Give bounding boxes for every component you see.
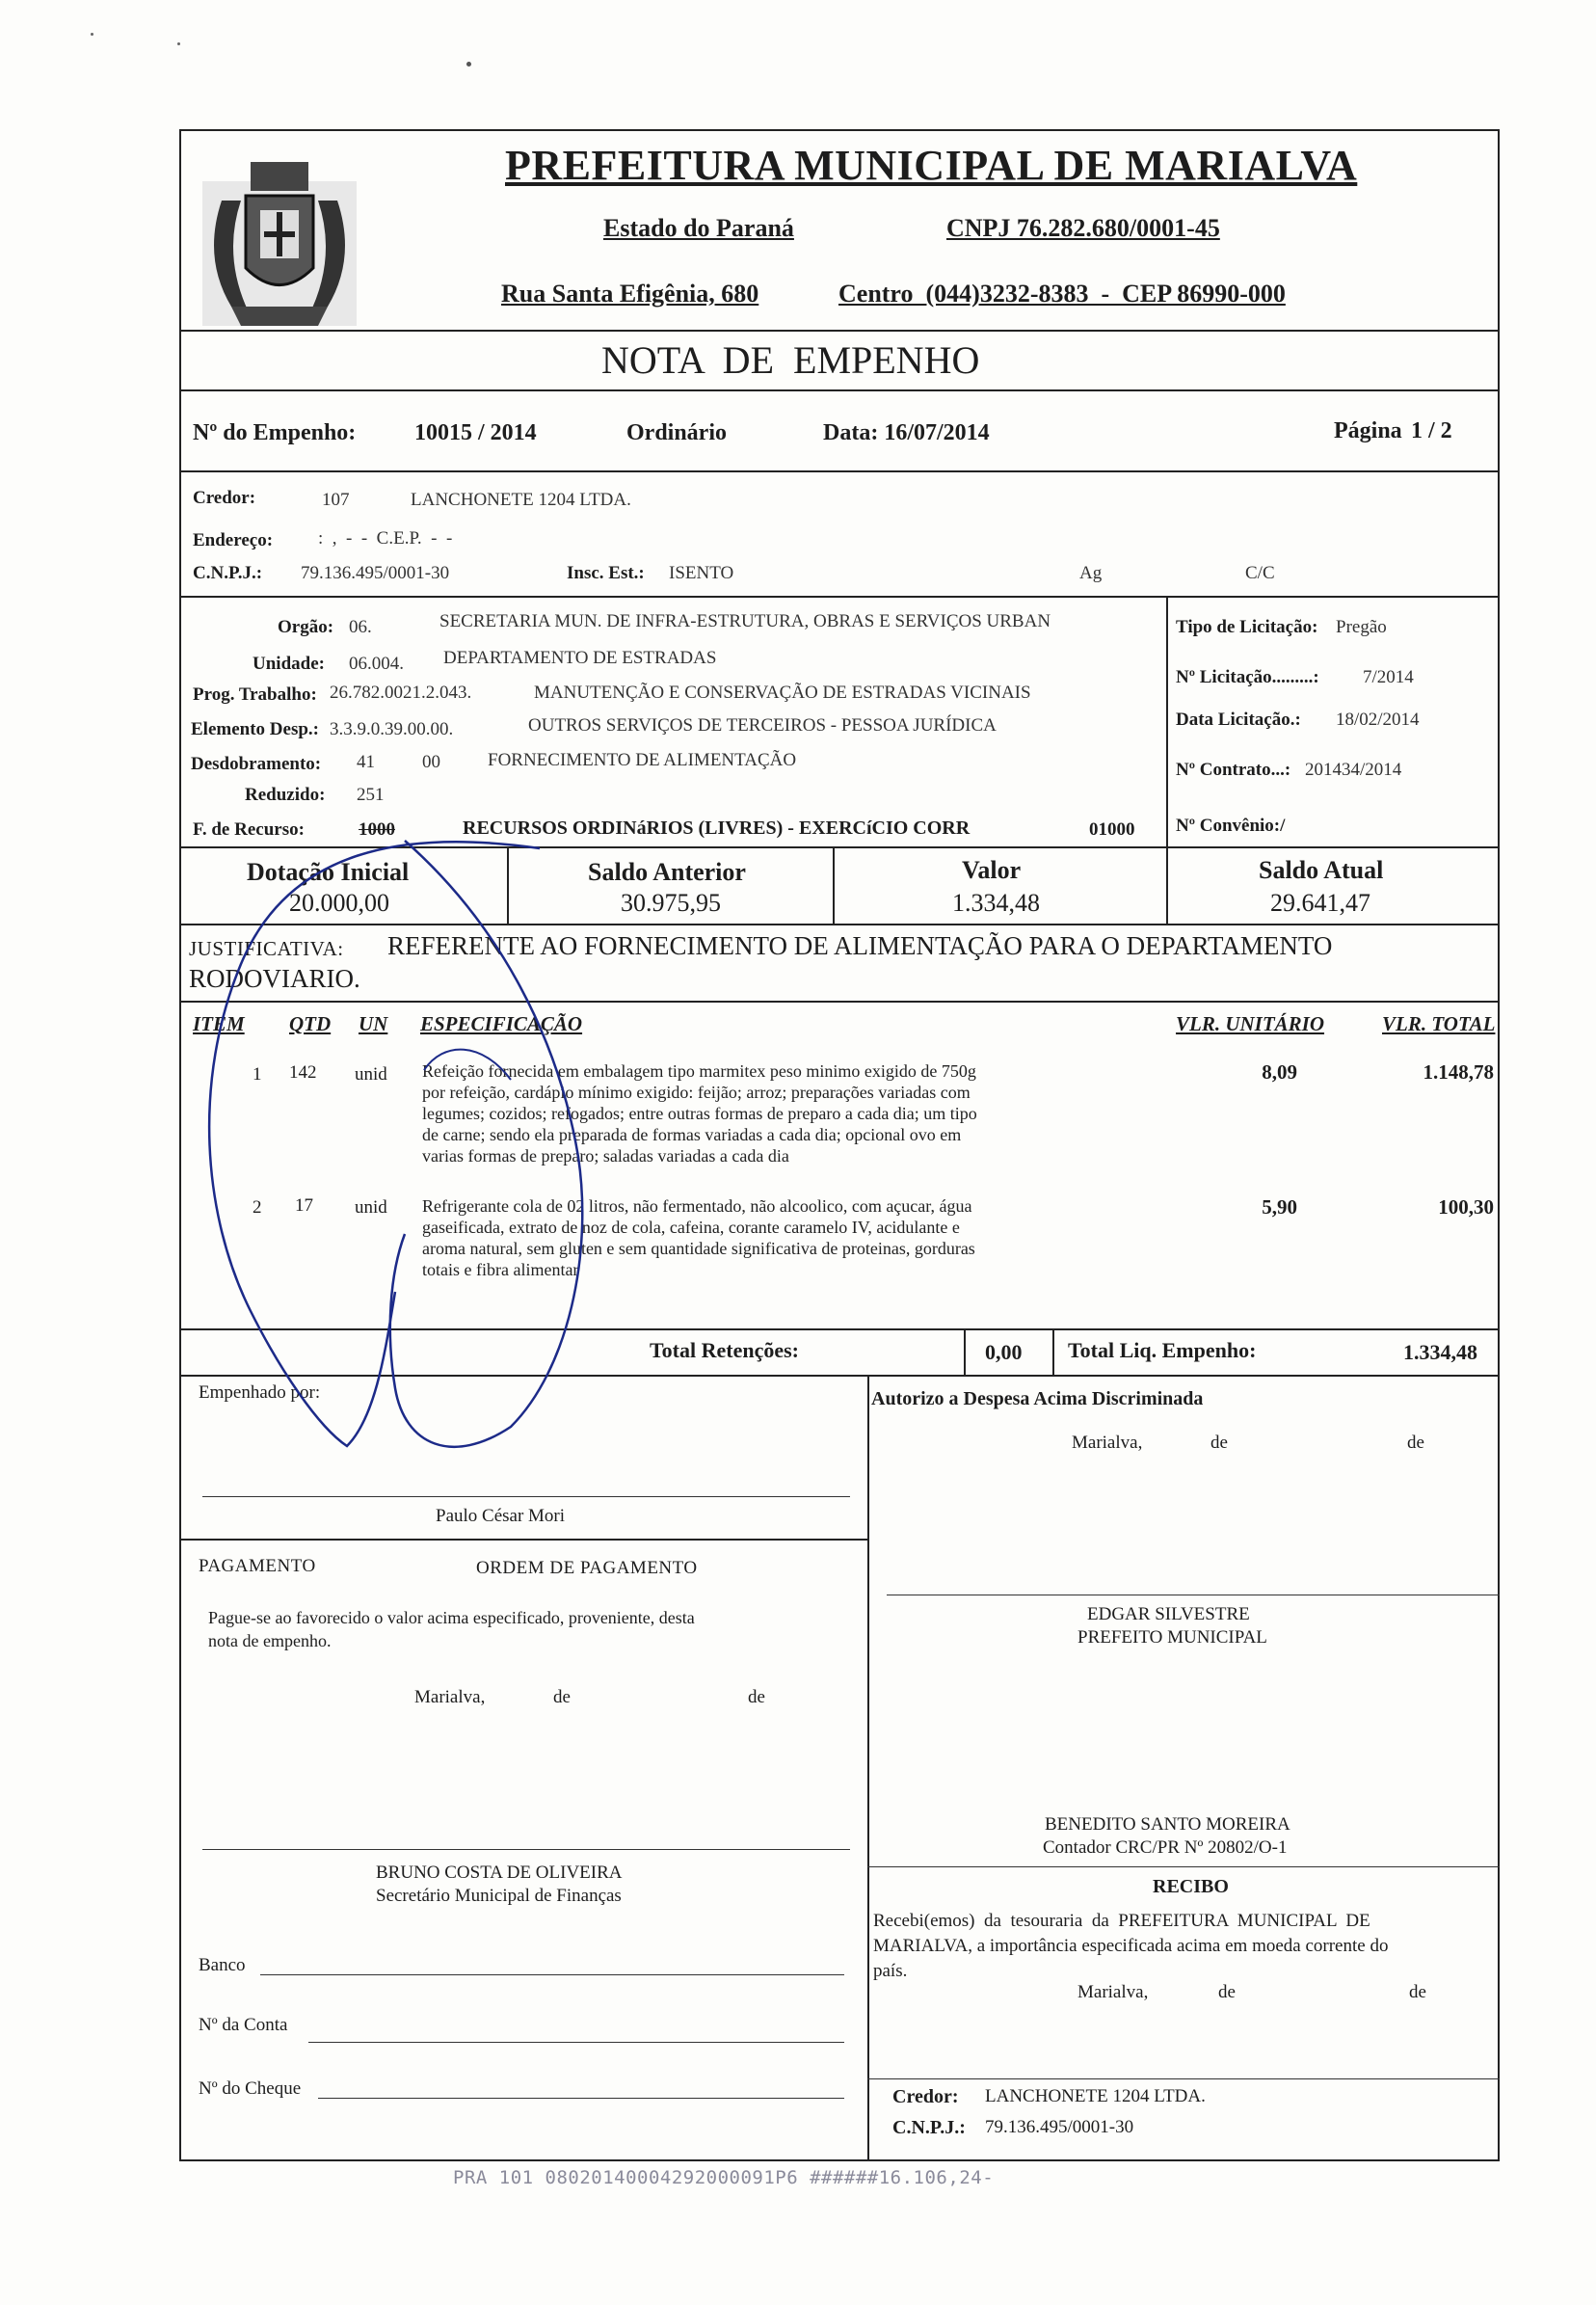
prefeito-title: PREFEITO MUNICIPAL	[1077, 1627, 1267, 1648]
orgao-label: Orgão:	[278, 617, 334, 637]
marialva-place: Marialva,	[414, 1687, 486, 1707]
valor-label: Valor	[962, 856, 1022, 884]
tipo-licitacao-label: Tipo de Licitação:	[1176, 617, 1318, 637]
col-spec: ESPECIFICAÇÃO	[420, 1012, 583, 1035]
unidade-value: DEPARTAMENTO DE ESTRADAS	[443, 648, 717, 668]
ag-label: Ag	[1079, 563, 1103, 583]
de-word: de	[748, 1687, 765, 1707]
total-retencoes-value: 0,00	[985, 1340, 1023, 1364]
recurso-label: F. de Recurso:	[193, 819, 305, 840]
secretario-title: Secretário Municipal de Finanças	[376, 1886, 622, 1906]
cnpj-header: CNPJ 76.282.680/0001-45	[946, 214, 1220, 242]
recurso-number: 01000	[1089, 819, 1135, 840]
credor-name: LANCHONETE 1204 LTDA.	[411, 490, 631, 510]
dotacao-label: Dotação Inicial	[247, 858, 410, 886]
endereco-label: Endereço:	[193, 530, 274, 550]
paulo-name: Paulo César Mori	[436, 1506, 566, 1526]
desdobramento-label: Desdobramento:	[191, 754, 322, 774]
reduzido-value: 251	[357, 785, 385, 805]
district-phone-cep: Centro (044)3232-8383 - CEP 86990-000	[838, 280, 1286, 308]
empenho-type: Ordinário	[626, 420, 728, 445]
item-unit-price: 8,09	[1262, 1060, 1297, 1084]
contrato-label: Nº Contrato...:	[1176, 760, 1291, 780]
elemento-code: 3.3.9.0.39.00.00.	[330, 719, 454, 739]
contador-title: Contador CRC/PR Nº 20802/O-1	[1043, 1837, 1288, 1858]
total-liquido-label: Total Liq. Empenho:	[1068, 1338, 1257, 1362]
col-qtd: QTD	[289, 1012, 332, 1035]
de-word: de	[1210, 1433, 1228, 1453]
autorizo-label: Autorizo a Despesa Acima Discriminada	[871, 1388, 1204, 1409]
marialva-place: Marialva,	[1077, 1982, 1149, 2002]
col-unit-value: VLR. UNITÁRIO	[1176, 1012, 1325, 1035]
recibo-line2: MARIALVA, a importância especificada acima em moeda corrente do	[873, 1936, 1389, 1956]
page-title: PREFEITURA MUNICIPAL DE MARIALVA	[505, 142, 1358, 189]
desdobramento-sub: 00	[422, 752, 440, 772]
page-label: Página	[1334, 418, 1402, 443]
credor-label: Credor:	[193, 488, 256, 508]
prog-label: Prog. Trabalho:	[193, 684, 317, 705]
insc-label: Insc. Est.:	[567, 563, 645, 583]
bottom-credor-name: LANCHONETE 1204 LTDA.	[985, 2086, 1206, 2106]
reduzido-label: Reduzido:	[245, 785, 326, 805]
pagamento-label: PAGAMENTO	[199, 1556, 316, 1576]
bruno-name: BRUNO COSTA DE OLIVEIRA	[376, 1863, 623, 1883]
page-number: 1 / 2	[1411, 418, 1452, 443]
justificativa-label: JUSTIFICATIVA:	[189, 937, 344, 960]
saldo-atual-label: Saldo Atual	[1259, 856, 1384, 884]
edgar-name: EDGAR SILVESTRE	[1087, 1604, 1250, 1624]
recibo-label: RECIBO	[1153, 1876, 1229, 1897]
saldo-atual-value: 29.641,47	[1270, 889, 1370, 917]
cc-label: C/C	[1245, 563, 1275, 583]
item-unit: unid	[355, 1064, 387, 1085]
col-total-value: VLR. TOTAL	[1382, 1012, 1496, 1035]
num-licitacao-label: Nº Licitação.........:	[1176, 667, 1319, 687]
valor-value: 1.334,48	[952, 889, 1040, 917]
de-word: de	[1409, 1982, 1426, 2002]
item-spec: Refrigerante cola de 02 litros, não fermentado, não alcoolico, com açucar, água gaseificada, extrato de noz de cola, cafeina, corante caramelo IV, acidulante e aroma natural, sem gluten e sem quantidade significativa de proteinas, gorduras totais e fibra alimentar	[422, 1196, 975, 1279]
state-name: Estado do Paraná	[603, 214, 794, 242]
bottom-credor-label: Credor:	[892, 2086, 959, 2107]
justificativa-line1: REFERENTE AO FORNECIMENTO DE ALIMENTAÇÃO PARA O DEPARTAMENTO	[387, 931, 1333, 960]
empenho-number-label: Nº do Empenho:	[193, 420, 357, 445]
elemento-label: Elemento Desp.:	[191, 719, 319, 739]
num-licitacao: 7/2014	[1363, 667, 1414, 687]
empenhado-label: Empenhado por:	[199, 1382, 321, 1403]
item-qtd: 142	[289, 1062, 317, 1083]
de-word: de	[1407, 1433, 1424, 1453]
item-qtd: 17	[295, 1195, 313, 1216]
orgao-code: 06.	[349, 617, 372, 637]
saldo-anterior-label: Saldo Anterior	[588, 858, 746, 886]
desdobramento-code: 41	[357, 752, 375, 772]
bottom-cnpj-label: C.N.P.J.:	[892, 2117, 966, 2138]
credor-cnpj: 79.136.495/0001-30	[301, 563, 450, 583]
tipo-licitacao: Pregão	[1336, 617, 1387, 637]
item-spec: Refeição fornecida em embalagem tipo marmitex peso minimo exigido de 750g por refeição, cardápio mínimo exigido: feijão; arroz; preparações variadas com legumes; cozidos; refogados; entre outras formas de preparo a cada dia; um tipo de carne; sendo ela preparada de formas variadas a cada dia; opcional ovo em varias formas de preparo; saladas variadas a cada dia	[422, 1061, 977, 1166]
total-retencoes-label: Total Retenções:	[650, 1338, 799, 1362]
endereco-value: : , - - C.E.P. - -	[318, 528, 453, 549]
total-liquido-value: 1.334,48	[1403, 1340, 1477, 1364]
col-item: ITEM	[193, 1012, 245, 1035]
pague-line2: nota de empenho.	[208, 1631, 332, 1650]
address: Rua Santa Efigênia, 680	[501, 280, 759, 308]
credor-code: 107	[322, 490, 350, 510]
de-word: de	[1218, 1982, 1236, 2002]
unidade-label: Unidade:	[253, 654, 325, 674]
desdobramento-value: FORNECIMENTO DE ALIMENTAÇÃO	[488, 750, 797, 770]
item-number: 1	[253, 1064, 262, 1085]
recurso-value: RECURSOS ORDINáRIOS (LIVRES) - EXERCíCIO CORR	[463, 817, 971, 839]
benedito-name: BENEDITO SANTO MOREIRA	[1045, 1814, 1290, 1835]
item-number: 2	[253, 1197, 262, 1218]
item-total: 100,30	[1438, 1195, 1494, 1219]
recurso-code: 1000	[359, 819, 395, 840]
contrato-value: 201434/2014	[1305, 760, 1402, 780]
bottom-cnpj: 79.136.495/0001-30	[985, 2117, 1134, 2137]
document-title: NOTA DE EMPENHO	[601, 338, 980, 382]
prog-code: 26.782.0021.2.043.	[330, 683, 472, 703]
saldo-anterior-value: 30.975,95	[621, 889, 721, 917]
cheque-label: Nº do Cheque	[199, 2078, 302, 2099]
footer-code: PRA 101 08020140004292000091P6 ######16.106,24-	[453, 2167, 995, 2188]
de-word: de	[553, 1687, 571, 1707]
insc-value: ISENTO	[669, 563, 734, 583]
convenio-label: Nº Convênio:/	[1176, 816, 1286, 836]
elemento-value: OUTROS SERVIÇOS DE TERCEIROS - PESSOA JURÍDICA	[528, 715, 997, 736]
col-un: UN	[359, 1012, 388, 1035]
pague-line1: Pague-se ao favorecido o valor acima especificado, proveniente, desta	[208, 1608, 695, 1627]
recibo-line3: país.	[873, 1961, 908, 1981]
empenho-number: 10015 / 2014	[414, 420, 537, 445]
item-unit: unid	[355, 1197, 387, 1218]
marialva-place: Marialva,	[1072, 1433, 1143, 1453]
item-total: 1.148,78	[1423, 1060, 1494, 1084]
item-unit-price: 5,90	[1262, 1195, 1297, 1219]
dotacao-value: 20.000,00	[289, 889, 389, 917]
conta-label: Nº da Conta	[199, 2015, 288, 2035]
justificativa-line2: RODOVIARIO.	[189, 964, 360, 993]
credor-cnpj-label: C.N.P.J.:	[193, 563, 263, 583]
ordem-pagamento-label: ORDEM DE PAGAMENTO	[476, 1558, 698, 1578]
orgao-value: SECRETARIA MUN. DE INFRA-ESTRUTURA, OBRAS E SERVIÇOS URBAN	[439, 611, 1051, 631]
recibo-line1: Recebi(emos) da tesouraria da PREFEITURA MUNICIPAL DE	[873, 1911, 1370, 1931]
banco-label: Banco	[199, 1955, 246, 1975]
empenho-date: Data: 16/07/2014	[823, 420, 990, 445]
data-licitacao-label: Data Licitação.:	[1176, 710, 1301, 730]
prog-value: MANUTENÇÃO E CONSERVAÇÃO DE ESTRADAS VICINAIS	[534, 683, 1031, 703]
data-licitacao: 18/02/2014	[1336, 710, 1420, 730]
unidade-code: 06.004.	[349, 654, 404, 674]
